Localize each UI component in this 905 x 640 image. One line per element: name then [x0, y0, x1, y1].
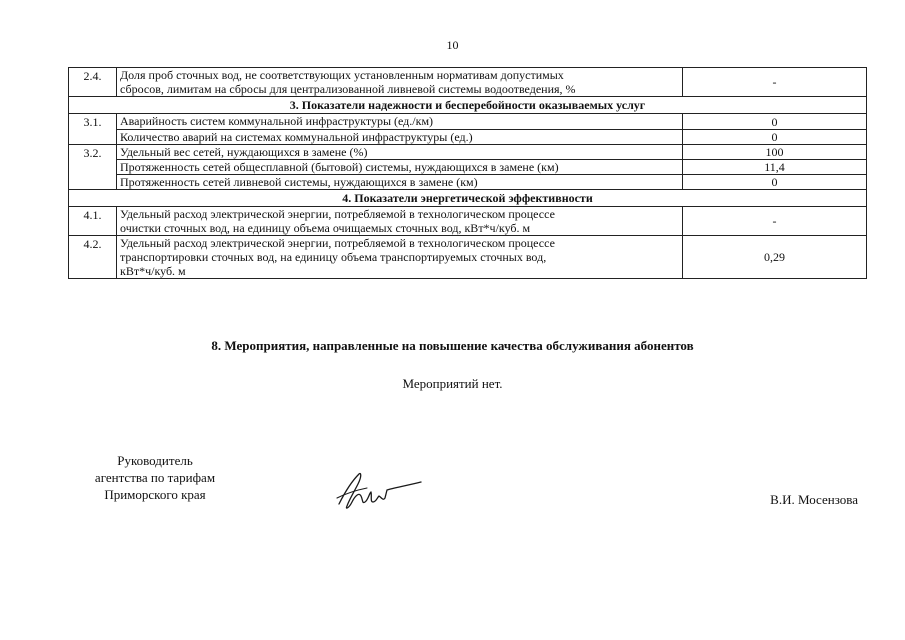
signer-title-line: Приморского края	[104, 487, 206, 502]
table-row-2-4	[69, 68, 867, 97]
indicator-text-line: очистки сточных вод, на единицу объема очищаемых сточных вод, кВт*ч/куб. м	[120, 221, 531, 235]
indicator-value: 100	[683, 144, 867, 160]
no-measures-note: Мероприятий нет.	[402, 376, 503, 391]
indicator-text-line: сбросов, лимитам на сбросы для централизованной ливневой системы водоотведения, %	[120, 82, 576, 96]
indicator-text: Удельный вес сетей, нуждающихся в замене (%)	[117, 144, 683, 160]
table-row-3-2	[69, 144, 867, 160]
indicator-text-line: Доля проб сточных вод, не соответствующих установленным нормативам допустимых	[120, 68, 564, 82]
indicator-text: Протяженность сетей ливневой системы, нуждающихся в замене (км)	[117, 175, 683, 190]
section-8-heading: 8. Мероприятия, направленные на повышение качества обслуживания абонентов	[211, 338, 694, 353]
indicator-value: 11,4	[683, 160, 867, 175]
indicator-text: Протяженность сетей общесплавной (бытовой) системы, нуждающихся в замене (км)	[117, 160, 683, 175]
row-number-empty	[69, 160, 117, 175]
handwritten-signature	[335, 468, 425, 514]
indicator-text-line: транспортировки сточных вод, на единицу объема транспортируемых сточных вод,	[120, 250, 547, 264]
section-3-title: 3. Показатели надежности и бесперебойности оказываемых услуг	[69, 97, 867, 114]
table-row-3-1	[69, 114, 867, 130]
indicators-table	[68, 67, 867, 279]
signer-title-line: агентства по тарифам	[94, 470, 216, 485]
indicator-text	[117, 207, 683, 236]
indicator-text: Количество аварий на системах коммунальной инфраструктуры (ед.)	[117, 129, 683, 144]
row-number: 2.4.	[69, 68, 117, 97]
row-number-empty	[69, 175, 117, 190]
signer-name: В.И. Мосензова	[770, 492, 858, 507]
page-number: 10	[446, 38, 459, 52]
table-row-3-1-sub	[69, 129, 867, 144]
indicator-value: -	[683, 68, 867, 97]
table-row-4-2	[69, 236, 867, 279]
signer-title	[70, 452, 240, 503]
row-number: 3.2.	[69, 144, 117, 160]
indicator-text-line: Удельный расход электрической энергии, потребляемой в технологическом процессе	[120, 207, 555, 221]
indicator-value: 0	[683, 129, 867, 144]
indicator-text-line: Удельный расход электрической энергии, потребляемой в технологическом процессе	[120, 236, 555, 250]
table-row-3-2-sub	[69, 160, 867, 175]
indicator-text	[117, 68, 683, 97]
row-number: 3.1.	[69, 114, 117, 130]
row-number: 4.1.	[69, 207, 117, 236]
indicator-text: Аварийность систем коммунальной инфраструктуры (ед./км)	[117, 114, 683, 130]
signer-title-line: Руководитель	[117, 453, 193, 468]
table-row-3-2-sub	[69, 175, 867, 190]
table-row-4-1	[69, 207, 867, 236]
section-header-row	[69, 190, 867, 207]
section-4-title: 4. Показатели энергетической эффективности	[69, 190, 867, 207]
row-number-empty	[69, 129, 117, 144]
row-number: 4.2.	[69, 236, 117, 279]
indicator-text	[117, 236, 683, 279]
section-header-row	[69, 97, 867, 114]
indicator-value: -	[683, 207, 867, 236]
indicator-value: 0	[683, 114, 867, 130]
indicator-value: 0,29	[683, 236, 867, 279]
indicator-text-line: кВт*ч/куб. м	[120, 264, 186, 278]
indicator-value: 0	[683, 175, 867, 190]
